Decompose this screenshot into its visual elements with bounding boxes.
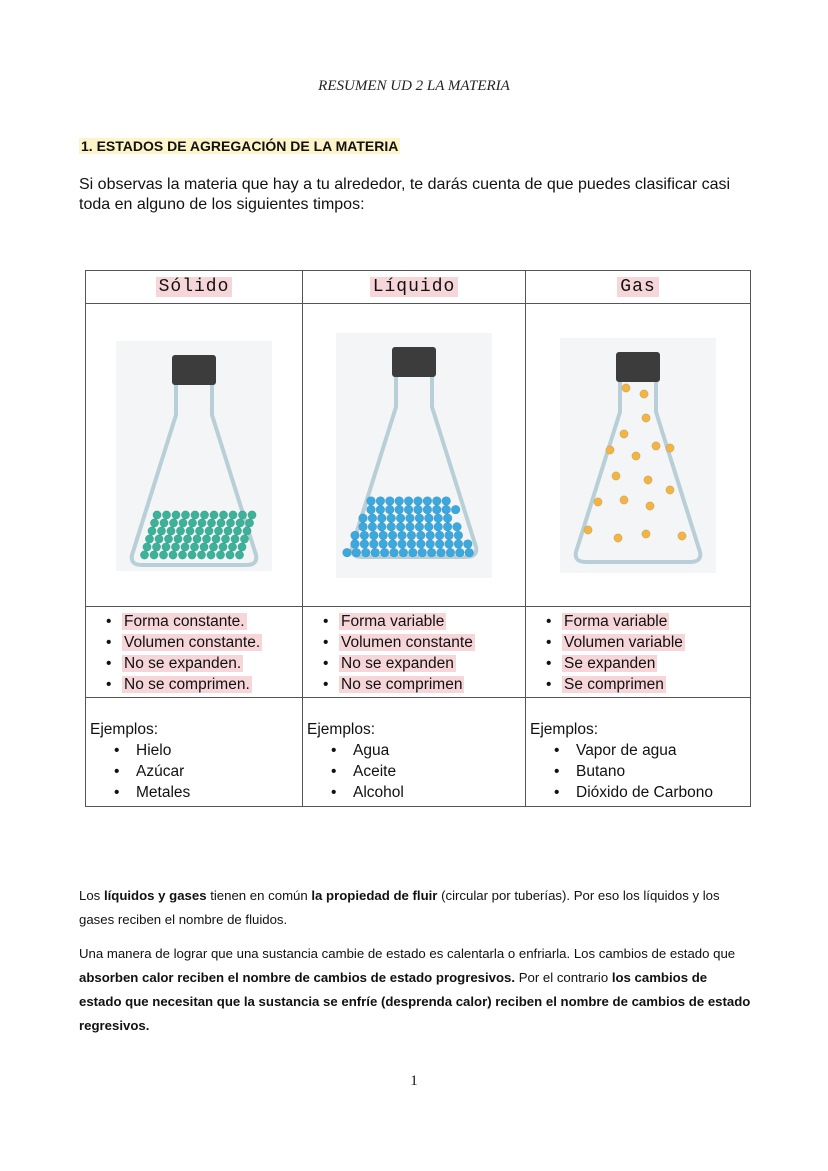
particle [406,514,415,523]
liquid-examples-cell [303,698,526,807]
particle [248,510,256,518]
particle [415,514,424,523]
particle [360,540,369,549]
solid-properties-cell [86,607,303,698]
particle [150,550,158,558]
particle [195,526,203,534]
particle [666,486,674,494]
particle [150,518,158,526]
examples-label: Ejemplos: [90,721,159,738]
particle [423,497,432,506]
list-item: • Se expanden [546,653,750,674]
list-item: • No se comprimen [323,674,525,695]
particle [351,531,360,540]
particle [217,518,225,526]
particle [622,384,630,392]
header-liquid [303,271,526,304]
particle [207,550,215,558]
particle [240,534,248,542]
particle [396,522,405,531]
particle [236,518,244,526]
particle [388,540,397,549]
examples-label: Ejemplos: [307,721,376,738]
particle [183,534,191,542]
particle [200,510,208,518]
particle [442,497,451,506]
list-item: • No se expanden. [106,653,302,674]
particle [371,548,380,557]
list-item: • Butano [550,761,750,782]
particle [387,514,396,523]
list-item: • Hielo [110,740,302,761]
particle [198,518,206,526]
list-item: • No se comprimen. [106,674,302,695]
particle [404,497,413,506]
particle [408,548,417,557]
particle [594,498,602,506]
particle [190,542,198,550]
particle [416,540,425,549]
particle [435,531,444,540]
flask-stopper [392,347,436,377]
particle [167,526,175,534]
list-item: • Volumen constante. [106,632,302,653]
particle [390,548,399,557]
particle [343,548,352,557]
header-gas-label: Gas [617,277,658,297]
particle [443,522,452,531]
gas-properties-cell [526,607,751,698]
particle [169,550,177,558]
particle [171,542,179,550]
solid-properties-list [86,611,302,695]
particle [387,522,396,531]
particle [377,514,386,523]
particle [379,540,388,549]
particle [434,522,443,531]
states-table [85,270,751,807]
liquid-properties-list [303,611,525,695]
particle [385,497,394,506]
particle [443,514,452,523]
solid-examples-cell [86,698,303,807]
particle [164,534,172,542]
particle [377,522,386,531]
particle [434,514,443,523]
particle [454,531,463,540]
particle [451,505,460,514]
particle [612,472,620,480]
particle [396,514,405,523]
particle [157,526,165,534]
particle [398,531,407,540]
particle [666,444,674,452]
particle [642,530,650,538]
particle [210,510,218,518]
particle [424,514,433,523]
particle [415,522,424,531]
particle [186,526,194,534]
particle [427,548,436,557]
particle [181,510,189,518]
particle [181,542,189,550]
list-item: • Forma constante. [106,611,302,632]
particle [233,526,241,534]
list-item: • Metales [110,782,302,803]
particle [646,502,654,510]
particle [407,531,416,540]
gas-examples-list [526,740,750,803]
list-item: • Forma variable [323,611,525,632]
particle [200,542,208,550]
particle [652,442,660,450]
particle [162,510,170,518]
header-liquid-label: Líquido [370,277,459,297]
section-heading: 1. ESTADOS DE AGREGACIÓN DE LA MATERIA [81,138,399,154]
particle [235,550,243,558]
particle [453,522,462,531]
list-item: • No se expanden [323,653,525,674]
particle [228,542,236,550]
particle [426,540,435,549]
liquid-examples-list [303,740,525,803]
particle [454,540,463,549]
particle [224,526,232,534]
particle [432,497,441,506]
particle [352,548,361,557]
particle [442,505,451,514]
fluids-paragraph: Los líquidos y gases tienen en común la propiedad de fluir (circular por tuberías). Por eso los líquidos y los gases reciben el nombre de fluidos. [79,888,720,927]
particle [140,550,148,558]
particle [445,531,454,540]
liquid-flask-cell [303,304,526,607]
list-item: • Agua [327,740,525,761]
particle [380,548,389,557]
particle [221,534,229,542]
particle [614,534,622,542]
particle [361,548,370,557]
particle [219,542,227,550]
particle [197,550,205,558]
particle [368,522,377,531]
particle [216,550,224,558]
particle [367,505,376,514]
particle [226,518,234,526]
list-item: • Forma variable [546,611,750,632]
particle [385,505,394,514]
particle [404,505,413,514]
header-solid-label: Sólido [156,277,233,297]
particle [418,548,427,557]
particle [229,510,237,518]
gas-examples-cell [526,698,751,807]
particle [360,531,369,540]
list-item: • Dióxido de Carbono [550,782,750,803]
particle [644,476,652,484]
particle [193,534,201,542]
particle [359,514,368,523]
particle [407,540,416,549]
particle [465,548,474,557]
list-item: • Aceite [327,761,525,782]
particle [172,510,180,518]
particle [214,526,222,534]
liquid-flask-image [334,325,494,580]
list-item: • Se comprimen [546,674,750,695]
particle [159,550,167,558]
particle [414,497,423,506]
particle [148,526,156,534]
list-item: • Volumen variable [546,632,750,653]
flask-stopper [172,355,216,385]
header-solid [86,271,303,304]
particle [620,430,628,438]
particle [162,542,170,550]
particle [640,390,648,398]
list-item: • Alcohol [327,782,525,803]
particle [437,548,446,557]
particle [367,497,376,506]
particle [463,540,472,549]
solid-examples-list [86,740,302,803]
particle [209,542,217,550]
particle [398,540,407,549]
list-item: • Azúcar [110,761,302,782]
particle [212,534,220,542]
particle [678,532,686,540]
particle [376,505,385,514]
particle [178,550,186,558]
particle [191,510,199,518]
particle [376,497,385,506]
particle [414,505,423,514]
particle [406,522,415,531]
header-gas [526,271,751,304]
particle [169,518,177,526]
particle [145,534,153,542]
particle [369,540,378,549]
particle [238,510,246,518]
particle [426,531,435,540]
particle [379,531,388,540]
particle [423,505,432,514]
intro-paragraph: Si observas la materia que hay a tu alrededor, te darás cuenta de que puedes clasificar casi toda en alguno de los siguientes timpos: [79,176,731,213]
particle [368,514,377,523]
list-item: • Vapor de agua [550,740,750,761]
state-changes-paragraph: Una manera de lograr que una sustancia cambie de estado es calentarla o enfriarla. Los cambios de estado que absorben calor reciben el nombre de cambios de estado progresivos. Por el contrario los cambios de estado que necesitan que la sustancia se enfríe (desprenda calor) reciben el nombre de cambios de estado regresivos. [79,946,751,1033]
particle [584,526,592,534]
particle [395,497,404,506]
particle [143,542,151,550]
page-number: 1 [410,1073,418,1089]
document-title: RESUMEN UD 2 LA MATERIA [318,78,510,94]
particle [416,531,425,540]
particle [238,542,246,550]
list-item: • Volumen constante [323,632,525,653]
particle [174,534,182,542]
particle [359,522,368,531]
gas-properties-list [526,611,750,695]
particle [155,534,163,542]
particle [432,505,441,514]
particle [435,540,444,549]
particle [399,548,408,557]
particle [219,510,227,518]
gas-flask-cell [526,304,751,607]
particle [424,522,433,531]
solid-flask-image [114,333,274,573]
liquid-properties-cell [303,607,526,698]
particle [445,540,454,549]
particle [620,496,628,504]
particle [632,452,640,460]
particle [160,518,168,526]
particle [446,548,455,557]
particle [179,518,187,526]
particle [226,550,234,558]
particle [202,534,210,542]
particle [243,526,251,534]
particle [388,531,397,540]
particle [207,518,215,526]
particle [153,510,161,518]
particle [176,526,184,534]
particle [455,548,464,557]
particle [152,542,160,550]
solid-flask-cell [86,304,303,607]
particle [188,518,196,526]
particle [245,518,253,526]
particle [351,540,360,549]
gas-flask-image [558,330,718,575]
particle [369,531,378,540]
particle [188,550,196,558]
examples-label: Ejemplos: [530,721,599,738]
particle [642,414,650,422]
particle [205,526,213,534]
particle [231,534,239,542]
flask-stopper [616,352,660,382]
particle [395,505,404,514]
particle [606,446,614,454]
